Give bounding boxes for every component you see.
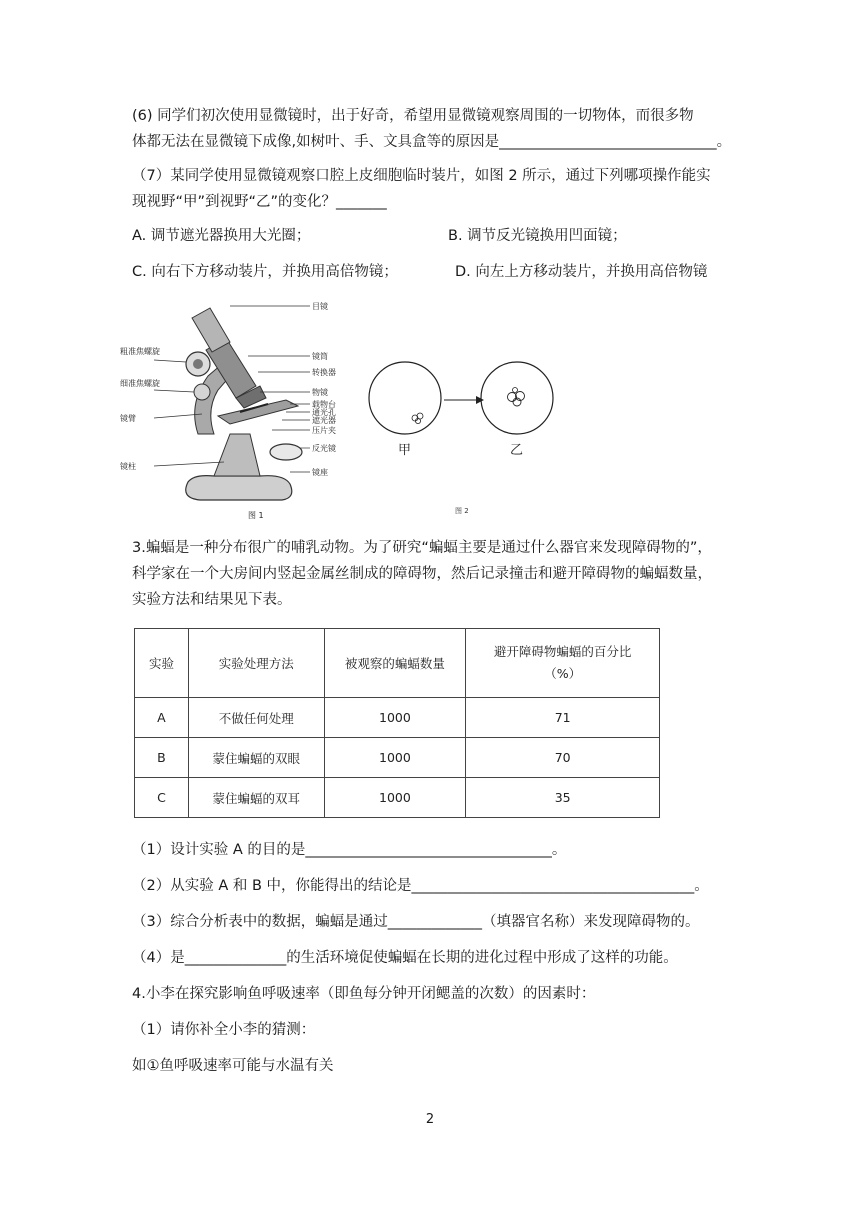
q3-sub1: （1）设计实验 A 的目的是__________________________________。 <box>132 842 567 858</box>
label-fine: 细准焦螺旋 <box>120 379 160 388</box>
q3-sub2: （2）从实验 A 和 B 中，你能得出的结论是_______________________________________。 <box>132 878 709 894</box>
label-pillar: 镜柱 <box>120 462 136 471</box>
option-c: C. 向右下方移动装片，并换用高倍物镜； <box>132 264 398 280</box>
q2-item7-line2: 现视野“甲”到视野“乙”的变化？_______ <box>132 194 387 210</box>
label-eyepiece: 目镜 <box>312 302 328 311</box>
option-b: B. 调节反光镜换用凹面镜； <box>448 228 627 244</box>
q4-example: 如①鱼呼吸速率可能与水温有关 <box>132 1058 334 1074</box>
label-jia: 甲 <box>398 443 412 458</box>
arrow-head <box>476 396 484 404</box>
q4-intro: 4.小李在探究影响鱼呼吸速率（即鱼每分钟开闭鳃盖的次数）的因素时： <box>132 986 596 1002</box>
label-tube: 镜筒 <box>312 352 328 361</box>
table-cell: 1000 <box>324 738 466 778</box>
table-header: 实验 <box>135 629 189 698</box>
table-header: 被观察的蝙蝠数量 <box>324 629 466 698</box>
label-stage: 载物台 <box>312 400 336 409</box>
page-number: 2 <box>425 1112 435 1127</box>
bat-experiment-table <box>134 628 660 818</box>
table-cell: 1000 <box>324 778 466 818</box>
label-coarse: 粗准焦螺旋 <box>120 347 160 356</box>
table-cell: 蒙住蝙蝠的双眼 <box>188 738 324 778</box>
q2-item6-line2: 体都无法在显微镜下成像,如树叶、手、文具盒等的原因是______________________________。 <box>132 134 732 150</box>
option-a: A. 调节遮光器换用大光圈； <box>132 228 311 244</box>
field-jia-circle <box>369 362 441 434</box>
q4-sub1: （1）请你补全小李的猜测： <box>132 1022 316 1038</box>
label-arm: 镜臂 <box>120 414 136 423</box>
cells-jia <box>412 413 423 424</box>
microscope-figure <box>110 294 360 526</box>
label-clip: 压片夹 <box>312 426 336 435</box>
q3-intro-line2: 科学家在一个大房间内竖起金属丝制成的障碍物，然后记录撞击和避开障碍物的蝙蝠数量， <box>132 566 712 582</box>
q3-sub3: （3）综合分析表中的数据，蝙蝠是通过_____________（填器官名称）来发现障碍物的。 <box>132 914 700 930</box>
q2-item7-line1: （7）某同学使用显微镜观察口腔上皮细胞临时装片，如图 2 所示，通过下列哪项操作能实 <box>132 168 711 184</box>
label-diaphragm: 遮光器 <box>312 416 336 425</box>
label-nosepiece: 转换器 <box>312 368 336 377</box>
table-row <box>135 778 660 818</box>
label-base: 镜座 <box>312 468 328 477</box>
cells-yi <box>508 388 525 407</box>
label-objective: 物镜 <box>312 388 328 397</box>
table-row <box>135 738 660 778</box>
q2-item6-line1: (6) 同学们初次使用显微镜时，出于好奇，希望用显微镜观察周围的一切物体，而很多物 <box>132 108 694 124</box>
table-cell: 蒙住蝙蝠的双耳 <box>188 778 324 818</box>
label-aperture: 通光孔 <box>312 408 336 417</box>
table-cell: 35 <box>466 778 660 818</box>
table-cell: B <box>135 738 189 778</box>
table-header: 避开障碍物蝙蝠的百分比（%） <box>466 629 660 698</box>
table-cell: 1000 <box>324 698 466 738</box>
table-cell: C <box>135 778 189 818</box>
option-d: D. 向左上方移动装片，并换用高倍物镜 <box>455 264 708 280</box>
figure2-caption: 图 2 <box>455 507 469 515</box>
q3-sub4: （4）是______________的生活环境促使蝙蝠在长期的进化过程中形成了这样的功能。 <box>132 950 678 966</box>
q3-intro-line3: 实验方法和结果见下表。 <box>132 592 292 608</box>
label-mirror: 反光镜 <box>312 444 336 453</box>
table-header-row <box>135 629 660 698</box>
table-header: 实验处理方法 <box>188 629 324 698</box>
figure1-caption: 图 1 <box>248 511 264 520</box>
field-of-view-figure <box>360 356 570 522</box>
table-cell: 不做任何处理 <box>188 698 324 738</box>
label-yi: 乙 <box>510 443 524 458</box>
table-row <box>135 698 660 738</box>
table-cell: 71 <box>466 698 660 738</box>
q3-intro-line1: 3.蝙蝠是一种分布很广的哺乳动物。为了研究“蝙蝠主要是通过什么器官来发现障碍物的”， <box>132 540 712 556</box>
table-cell: A <box>135 698 189 738</box>
table-cell: 70 <box>466 738 660 778</box>
